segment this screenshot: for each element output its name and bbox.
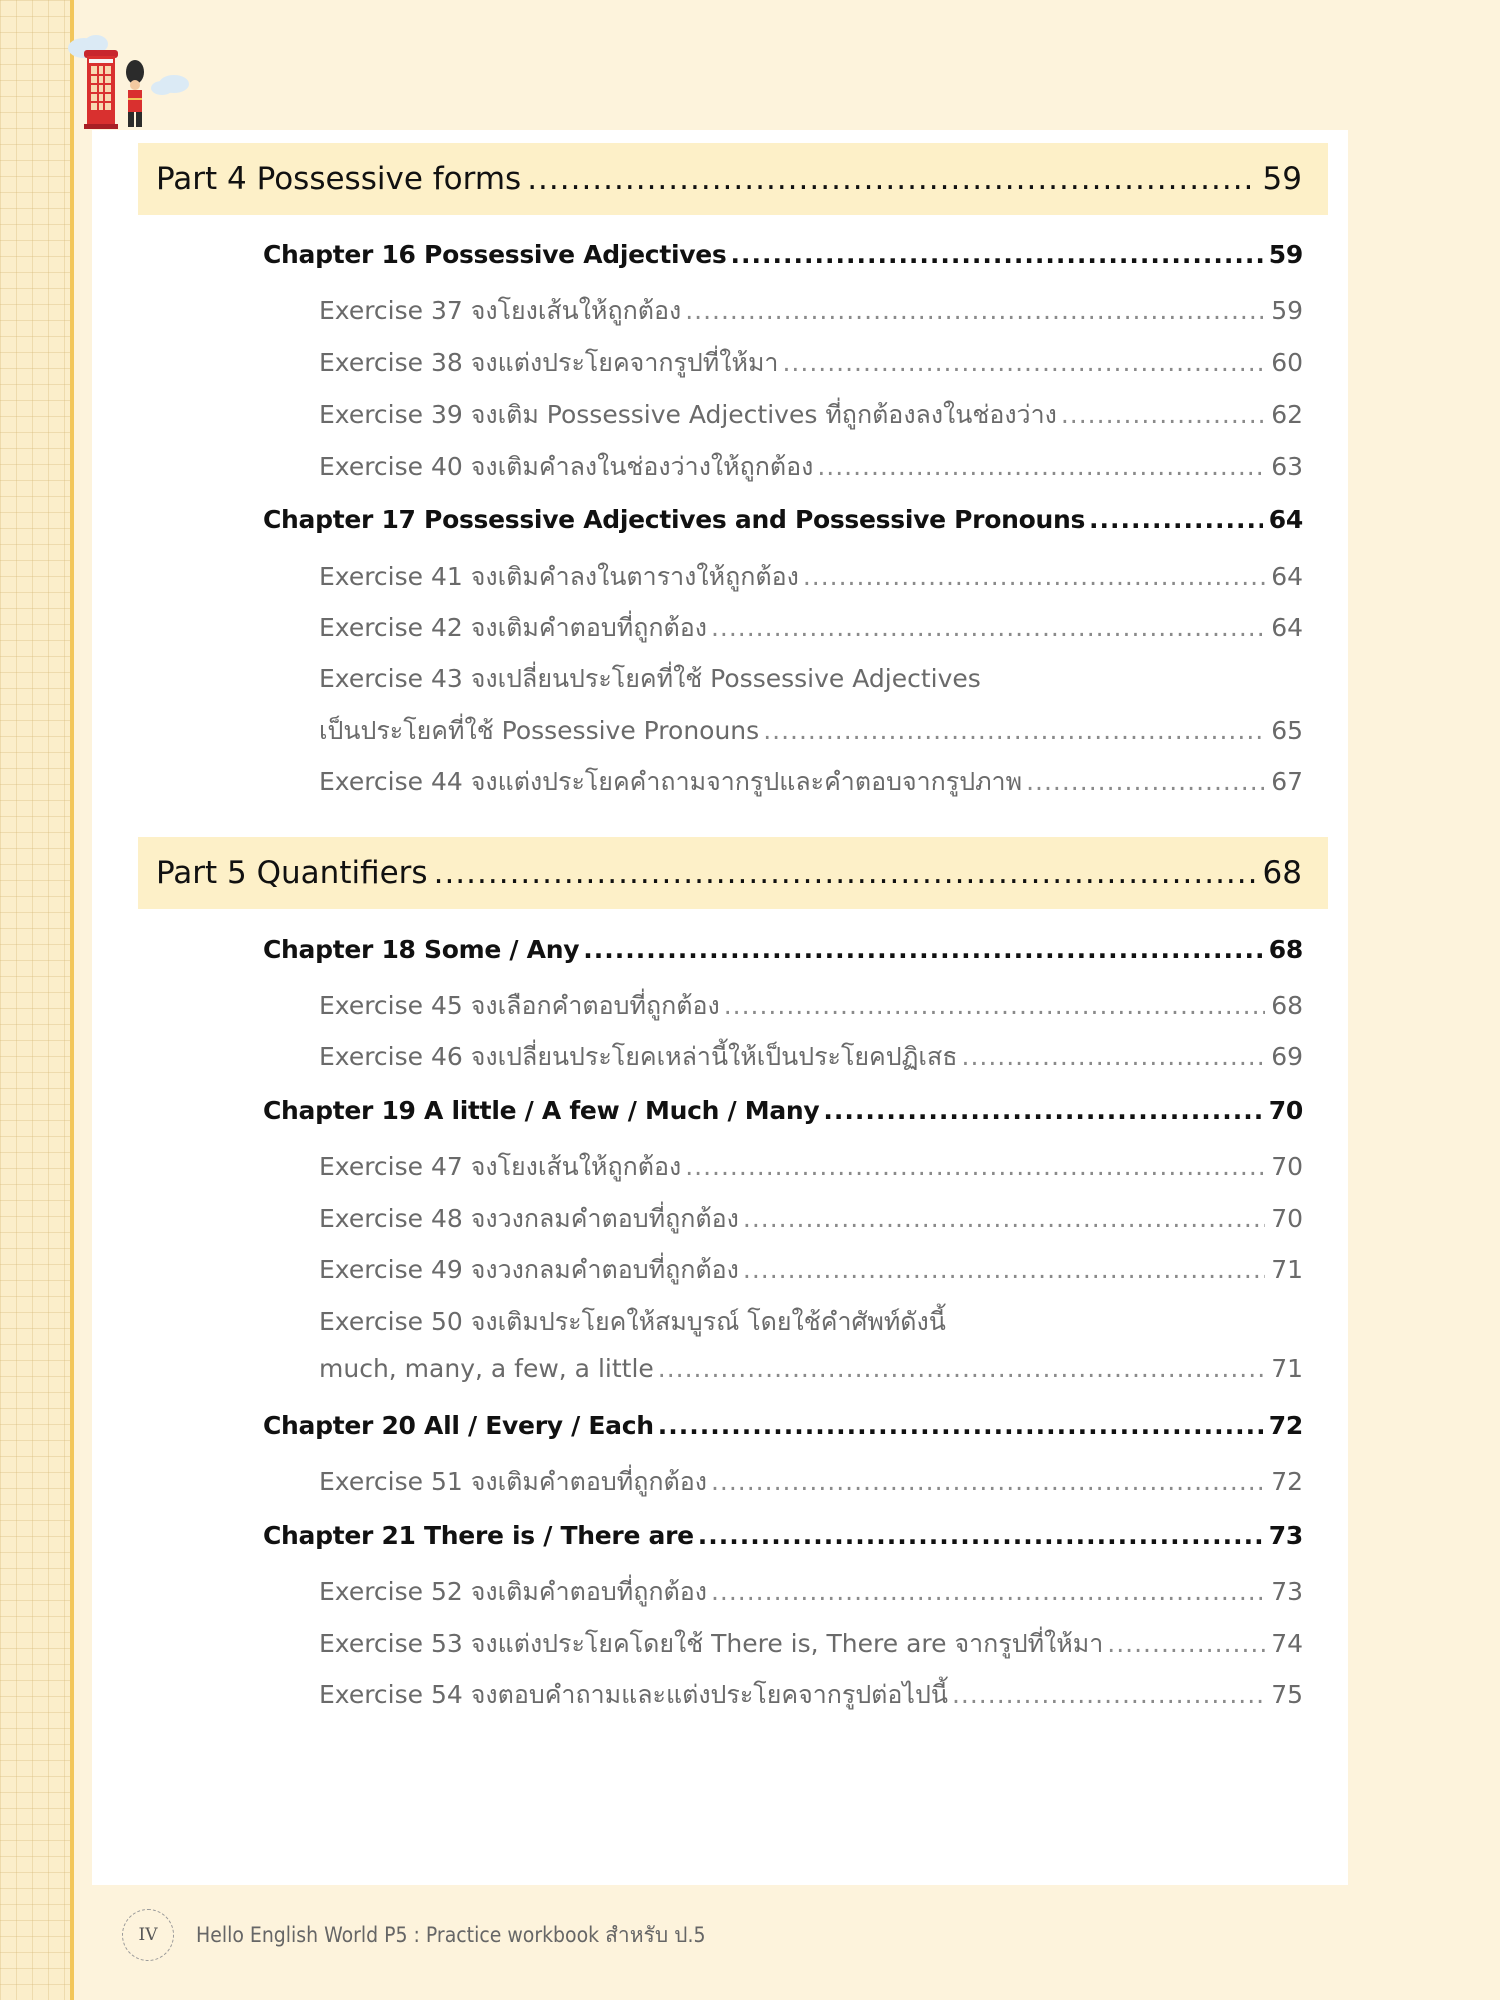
dot-leader bbox=[1026, 767, 1265, 796]
page-number: 68 bbox=[1262, 855, 1302, 891]
dot-leader bbox=[685, 296, 1265, 325]
dot-leader bbox=[823, 1096, 1262, 1125]
page-number: 72 bbox=[1268, 1411, 1303, 1440]
page-number: 70 bbox=[1268, 1096, 1303, 1125]
exercise-entry[interactable] bbox=[319, 557, 1303, 601]
part-title: Part 5 Quantifiers bbox=[156, 855, 428, 891]
dot-leader bbox=[434, 855, 1255, 891]
dot-leader bbox=[730, 240, 1262, 269]
page-number: 65 bbox=[1271, 716, 1303, 745]
part-title: Part 4 Possessive forms bbox=[156, 161, 522, 197]
chapter-entry[interactable] bbox=[263, 935, 1303, 979]
page-number: 64 bbox=[1271, 613, 1303, 642]
exercise-entry[interactable] bbox=[319, 1572, 1303, 1616]
dot-leader bbox=[658, 1354, 1265, 1383]
page-number: 68 bbox=[1268, 935, 1303, 964]
exercise-title: Exercise 44 จงแต่งประโยคคำถามจากรูปและคำตอบจากรูปภาพ bbox=[319, 767, 1023, 796]
dot-leader bbox=[952, 1680, 1265, 1709]
dot-leader bbox=[724, 991, 1265, 1020]
exercise-title: Exercise 41 จงเติมคำลงในตารางให้ถูกต้อง bbox=[319, 562, 799, 591]
page-number: 69 bbox=[1271, 1042, 1303, 1071]
dot-leader bbox=[711, 1577, 1265, 1606]
exercise-title: Exercise 43 จงเปลี่ยนประโยคที่ใช้ Possessive Adjectives bbox=[319, 664, 981, 693]
exercise-title: Exercise 46 จงเปลี่ยนประโยคเหล่านี้ให้เป็นประโยคปฏิเสธ bbox=[319, 1042, 958, 1071]
dot-leader bbox=[763, 716, 1265, 745]
page-number: 62 bbox=[1271, 400, 1303, 429]
exercise-title: Exercise 54 จงตอบคำถามและแต่งประโยคจากรูปต่อไปนี้ bbox=[319, 1680, 948, 1709]
exercise-title: Exercise 45 จงเลือกคำตอบที่ถูกต้อง bbox=[319, 991, 720, 1020]
dot-leader bbox=[711, 613, 1265, 642]
dot-leader bbox=[698, 1521, 1263, 1550]
exercise-title: Exercise 42 จงเติมคำตอบที่ถูกต้อง bbox=[319, 613, 707, 642]
exercise-entry[interactable] bbox=[319, 659, 1303, 703]
page-number: 63 bbox=[1271, 452, 1303, 481]
chapter-title: Chapter 18 Some / Any bbox=[263, 935, 580, 964]
chapter-title: Chapter 21 There is / There are bbox=[263, 1521, 694, 1550]
grid-margin-strip bbox=[0, 0, 70, 2000]
chapter-title: Chapter 16 Possessive Adjectives bbox=[263, 240, 727, 269]
exercise-entry-continued[interactable] bbox=[319, 711, 1303, 755]
page-number: 68 bbox=[1271, 991, 1303, 1020]
exercise-entry[interactable] bbox=[319, 986, 1303, 1030]
exercise-title: Exercise 50 จงเติมประโยคให้สมบูรณ์ โดยใช้คำศัพท์ดังนี้ bbox=[319, 1307, 946, 1336]
royal-guard-icon bbox=[126, 60, 144, 127]
page-number: 64 bbox=[1271, 562, 1303, 591]
exercise-entry[interactable] bbox=[319, 1302, 1303, 1346]
dot-leader bbox=[743, 1255, 1265, 1284]
chapter-entry[interactable] bbox=[263, 1096, 1303, 1140]
chapter-entry[interactable] bbox=[263, 505, 1303, 549]
page-number: 70 bbox=[1271, 1204, 1303, 1233]
exercise-entry-continued[interactable] bbox=[319, 1354, 1303, 1398]
exercise-entry[interactable] bbox=[319, 1199, 1303, 1243]
exercise-entry[interactable] bbox=[319, 1250, 1303, 1294]
page-footer bbox=[122, 1905, 706, 1965]
page-number: 64 bbox=[1268, 505, 1303, 534]
exercise-title: เป็นประโยคที่ใช้ Possessive Pronouns bbox=[319, 716, 760, 745]
exercise-entry[interactable] bbox=[319, 1462, 1303, 1506]
exercise-entry[interactable] bbox=[319, 291, 1303, 335]
exercise-entry[interactable] bbox=[319, 608, 1303, 652]
exercise-entry[interactable] bbox=[319, 1147, 1303, 1191]
dot-leader bbox=[1061, 400, 1265, 429]
part-heading[interactable] bbox=[138, 143, 1328, 215]
chapter-entry[interactable] bbox=[263, 1521, 1303, 1565]
exercise-title: Exercise 51 จงเติมคำตอบที่ถูกต้อง bbox=[319, 1467, 707, 1496]
exercise-entry[interactable] bbox=[319, 1675, 1303, 1719]
exercise-title: Exercise 47 จงโยงเส้นให้ถูกต้อง bbox=[319, 1152, 682, 1181]
margin-accent-line bbox=[70, 0, 74, 2000]
exercise-title: Exercise 40 จงเติมคำลงในช่องว่างให้ถูกต้อง bbox=[319, 452, 814, 481]
dot-leader bbox=[782, 348, 1265, 377]
exercise-title: Exercise 49 จงวงกลมคำตอบที่ถูกต้อง bbox=[319, 1255, 739, 1284]
exercise-title: Exercise 53 จงแต่งประโยคโดยใช้ There is, There are จากรูปที่ให้มา bbox=[319, 1629, 1104, 1658]
dot-leader bbox=[1107, 1629, 1265, 1658]
exercise-entry[interactable] bbox=[319, 1624, 1303, 1668]
page-number: 72 bbox=[1271, 1467, 1303, 1496]
page-number: 67 bbox=[1271, 767, 1303, 796]
footer-page-number: IV bbox=[122, 1909, 174, 1961]
dot-leader bbox=[817, 452, 1265, 481]
dot-leader bbox=[962, 1042, 1266, 1071]
exercise-title: Exercise 52 จงเติมคำตอบที่ถูกต้อง bbox=[319, 1577, 707, 1606]
page-number: 60 bbox=[1271, 348, 1303, 377]
chapter-title: Chapter 20 All / Every / Each bbox=[263, 1411, 654, 1440]
page-number: 74 bbox=[1271, 1629, 1303, 1658]
dot-leader bbox=[685, 1152, 1265, 1181]
chapter-entry[interactable] bbox=[263, 240, 1303, 284]
exercise-title: Exercise 37 จงโยงเส้นให้ถูกต้อง bbox=[319, 296, 682, 325]
page-number: 59 bbox=[1262, 161, 1302, 197]
page-number: 71 bbox=[1271, 1255, 1303, 1284]
page-number: 73 bbox=[1271, 1577, 1303, 1606]
exercise-entry[interactable] bbox=[319, 1037, 1303, 1081]
exercise-entry[interactable] bbox=[319, 762, 1303, 806]
dot-leader bbox=[527, 161, 1254, 197]
exercise-entry[interactable] bbox=[319, 447, 1303, 491]
page-number: 59 bbox=[1268, 240, 1303, 269]
dot-leader bbox=[711, 1467, 1265, 1496]
dot-leader bbox=[658, 1411, 1263, 1440]
exercise-entry[interactable] bbox=[319, 343, 1303, 387]
dot-leader bbox=[803, 562, 1265, 591]
dot-leader bbox=[1089, 505, 1263, 534]
footer-book-title: Hello English World P5 : Practice workbook สำหรับ ป.5 bbox=[196, 1922, 706, 1947]
telephone-booth-icon bbox=[84, 50, 118, 129]
page-number: 70 bbox=[1271, 1152, 1303, 1181]
page-number: 75 bbox=[1271, 1680, 1303, 1709]
london-illustration bbox=[62, 28, 192, 133]
page-number: 73 bbox=[1268, 1521, 1303, 1550]
exercise-entry[interactable] bbox=[319, 395, 1303, 439]
page-number: 71 bbox=[1271, 1354, 1303, 1383]
dot-leader bbox=[583, 935, 1263, 964]
chapter-title: Chapter 19 A little / A few / Much / Many bbox=[263, 1096, 820, 1125]
page-number: 59 bbox=[1271, 296, 1303, 325]
exercise-title: Exercise 38 จงแต่งประโยคจากรูปที่ให้มา bbox=[319, 348, 779, 377]
part-heading[interactable] bbox=[138, 837, 1328, 909]
chapter-title: Chapter 17 Possessive Adjectives and Possessive Pronouns bbox=[263, 505, 1086, 534]
exercise-title: Exercise 48 จงวงกลมคำตอบที่ถูกต้อง bbox=[319, 1204, 739, 1233]
exercise-title: Exercise 39 จงเติม Possessive Adjectives ที่ถูกต้องลงในช่องว่าง bbox=[319, 400, 1057, 429]
chapter-entry[interactable] bbox=[263, 1411, 1303, 1455]
exercise-title: much, many, a few, a little bbox=[319, 1354, 654, 1383]
dot-leader bbox=[743, 1204, 1265, 1233]
